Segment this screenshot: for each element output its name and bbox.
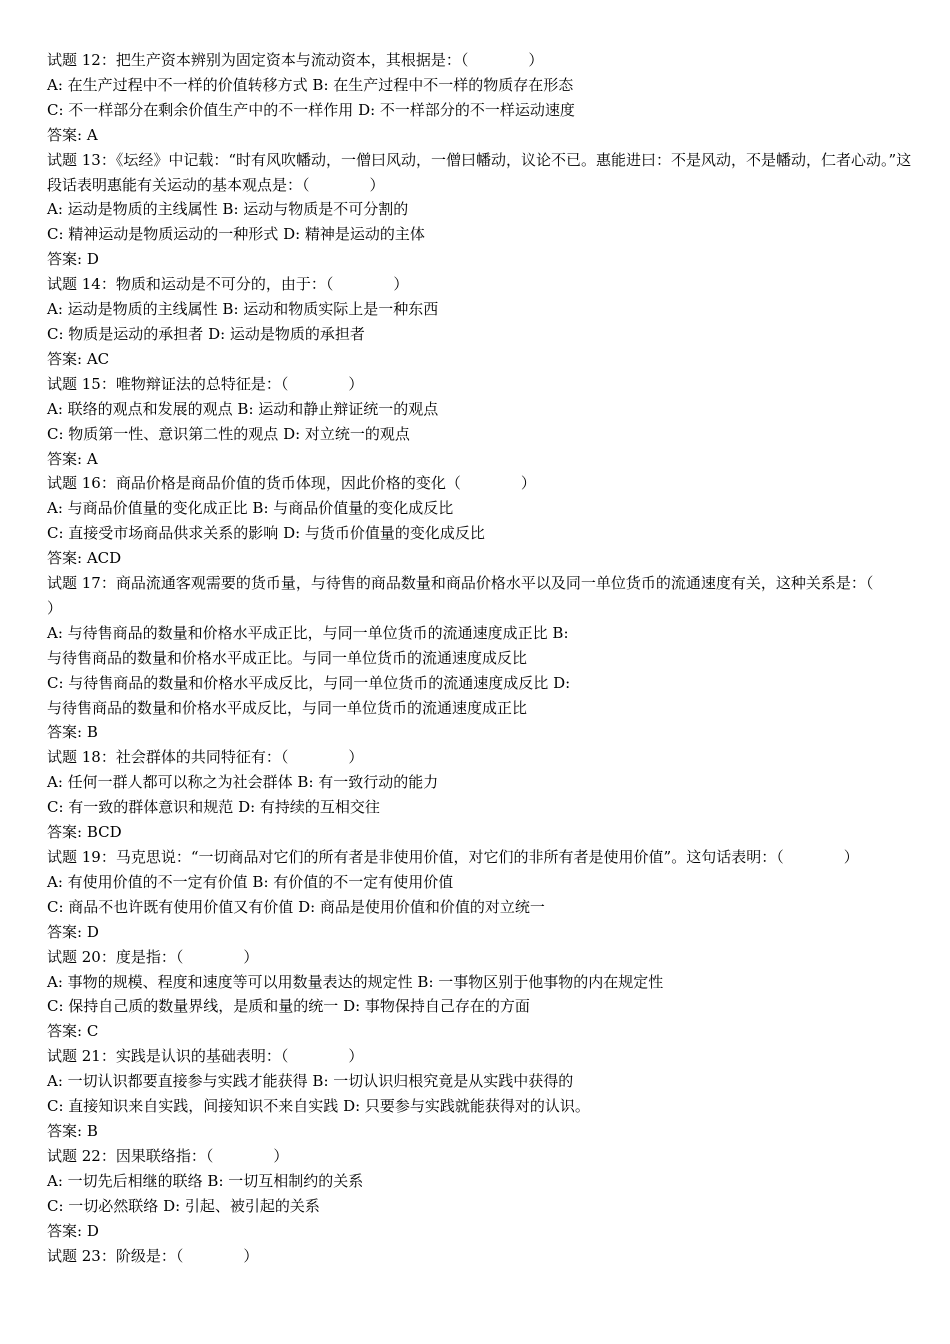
answer-line: 答案: AC — [47, 349, 110, 368]
option-line: C: 保持自己质的数量界线，是质和量的统一 D: 事物保持自己存在的方面 — [47, 997, 530, 1016]
option-continuation-line: 与待售商品的数量和价格水平成反比，与同一单位货币的流通速度成正比 — [47, 698, 528, 717]
option-line: A: 在生产过程中不一样的价值转移方式 B: 在生产过程中不一样的物质存在形态 — [47, 75, 574, 94]
option-line: A: 有使用价值的不一定有价值 B: 有价值的不一定有使用价值 — [47, 872, 454, 891]
option-line: A: 联络的观点和发展的观点 B: 运动和静止辩证统一的观点 — [47, 399, 439, 418]
option-line: C: 物质是运动的承担者 D: 运动是物质的承担者 — [47, 324, 365, 343]
question-line: 试题 13：《坛经》中记载：“时有风吹幡动，一僧曰风动，一僧曰幡动，议论不已。惠能进曰：不是风动，不是幡动，仁者心动。”这段话表明惠能有关运动的基本观点是：（ ） — [47, 150, 912, 194]
option-line: A: 运动是物质的主线属性 B: 运动和物质实际上是一种东西 — [47, 300, 439, 319]
option-line: C: 精神运动是物质运动的一种形式 D: 精神是运动的主体 — [47, 225, 425, 244]
option-line: A: 与商品价值量的变化成正比 B: 与商品价值量的变化成反比 — [47, 499, 454, 518]
question-line: 试题 15：唯物辩证法的总特征是：（ ） — [47, 374, 364, 393]
option-line: A: 任何一群人都可以称之为社会群体 B: 有一致行动的能力 — [47, 773, 439, 792]
answer-line: 答案: D — [47, 922, 99, 941]
question-line: 试题 17：商品流通客观需要的货币量，与待售的商品数量和商品价格水平以及同一单位货币的流通速度有关，这种关系是：（ ） — [47, 574, 934, 617]
answer-line: 答案: B — [47, 1121, 98, 1140]
answer-line: 答案: A — [47, 125, 98, 144]
answer-line: 答案: ACD — [47, 549, 122, 568]
option-line: A: 一切先后相继的联络 B: 一切互相制约的关系 — [47, 1171, 364, 1190]
question-line: 试题 12：把生产资本辨别为固定资本与流动资本，其根据是：（ ） — [47, 51, 544, 69]
option-line: A: 事物的规模、程度和速度等可以用数量表达的规定性 B: 一事物区别于他事物的内在规定性 — [47, 972, 664, 991]
option-line: C: 商品不也许既有使用价值又有价值 D: 商品是使用价值和价值的对立统一 — [47, 897, 545, 916]
answer-line: 答案: A — [47, 449, 98, 468]
question-line: 试题 21：实践是认识的基础表明：（ ） — [47, 1047, 364, 1066]
option-line: A: 与待售商品的数量和价格水平成正比，与同一单位货币的流通速度成正比 B: — [47, 623, 569, 642]
question-line: 试题 18：社会群体的共同特征有：（ ） — [47, 748, 364, 767]
question-line: 试题 23：阶级是：（ ） — [47, 1246, 259, 1265]
document-body — [47, 48, 934, 1268]
question-line: 试题 14：物质和运动是不可分的，由于：（ ） — [47, 275, 409, 294]
answer-line: 答案: D — [47, 250, 99, 269]
question-line: 试题 16：商品价格是商品价值的货币体现，因此价格的变化（ ） — [47, 474, 536, 493]
option-line: C: 一切必然联络 D: 引起、被引起的关系 — [47, 1196, 320, 1215]
option-line: C: 直接受市场商品供求关系的影响 D: 与货币价值量的变化成反比 — [47, 524, 485, 543]
question-line: 试题 20：度是指：（ ） — [47, 947, 259, 966]
option-continuation-line: 与待售商品的数量和价格水平成正比。与同一单位货币的流通速度成反比 — [47, 648, 528, 667]
option-line: A: 运动是物质的主线属性 B: 运动与物质是不可分割的 — [47, 200, 409, 219]
option-line: A: 一切认识都要直接参与实践才能获得 B: 一切认识归根究竟是从实践中获得的 — [47, 1072, 574, 1091]
option-line: C: 直接知识来自实践，间接知识不来自实践 D: 只要参与实践就能获得对的认识。 — [47, 1097, 590, 1116]
question-line: 试题 22：因果联络指：（ ） — [47, 1146, 289, 1165]
option-line: C: 不一样部分在剩余价值生产中的不一样作用 D: 不一样部分的不一样运动速度 — [47, 100, 575, 119]
option-line: C: 物质第一性、意识第二性的观点 D: 对立统一的观点 — [47, 424, 410, 443]
answer-line: 答案: BCD — [47, 823, 122, 842]
question-line: 试题 19：马克思说：“一切商品对它们的所有者是非使用价值，对它们的非所有者是使用价值”。这句话表明：（ ） — [47, 848, 859, 866]
answer-line: 答案: B — [47, 723, 98, 742]
option-line: C: 与待售商品的数量和价格水平成反比，与同一单位货币的流通速度成反比 D: — [47, 673, 571, 692]
option-line: C: 有一致的群体意识和规范 D: 有持续的互相交往 — [47, 798, 380, 817]
answer-line: 答案: C — [47, 1022, 99, 1041]
answer-line: 答案: D — [47, 1221, 99, 1240]
